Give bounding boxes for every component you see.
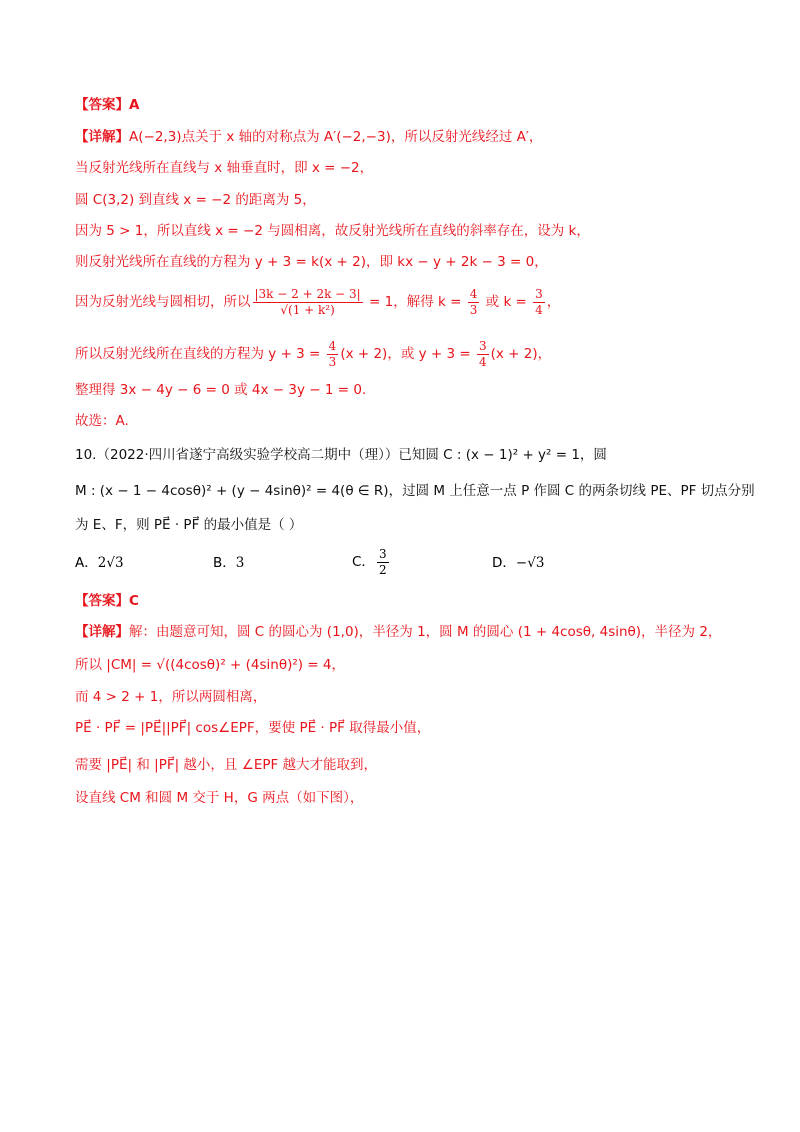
q10-number: 10. (75, 447, 97, 463)
or-k: 或 k = (481, 294, 532, 310)
eq-prefix: 所以反射光线所在直线的方程为 y + 3 = (75, 346, 325, 362)
tangent-fraction (253, 287, 363, 318)
q10-detail-line-1 (75, 622, 721, 642)
k2-num: 3 (535, 286, 543, 301)
option-c-num: 3 (378, 546, 387, 561)
q10-text-5: 需要 |PE⃗| 和 |PF⃗| 越小，且 ∠EPF 越大才能取到， (75, 757, 378, 773)
tangent-denominator: √(1 + k²) (280, 302, 335, 317)
answer-tag: 【答案】 (75, 593, 129, 609)
q10-answer-line (75, 591, 139, 611)
q10-text-1: 解：由题意可知，圆 C 的圆心为 (1,0)，半径为 1，圆 M 的圆心 (1 + 4cosθ, 4sinθ)，半径为 2， (129, 624, 722, 640)
eq-end: (x + 2)， (490, 346, 552, 362)
option-d-value: −√3 (515, 555, 545, 571)
option-b-value: 3 (235, 555, 245, 571)
option-d (492, 553, 544, 573)
k2-den: 4 (535, 302, 543, 317)
option-c-label: C． (352, 554, 375, 570)
q9-tangent-line: 因为反射光线与圆相切，所以 $\frac{|3k - 2 + 2k - 3|}{\text{√(1 + k²)}}$ = 1，解得 k = $\frac{4}{3}$ 或 k = $\frac{3}{4}$ ， (75, 286, 561, 317)
slope-fraction-2 (477, 339, 489, 370)
s2-num: 3 (478, 338, 487, 353)
q10-stem-line-2: M : (x − 1 − 4cosθ)² + (y − 4sinθ)² = 4(θ ∈ R)，过圆 M 上任意一点 P 作圆 C 的两条切线 PE、PF 切点分别 (75, 483, 755, 499)
q9-text-5: 则反射光线所在直线的方程为 y + 3 = k(x + 2)，即 kx − y + 2k − 3 = 0， (75, 254, 548, 270)
q10-text-4: PE⃗ · PF⃗ = |PE⃗||PF⃗| cos∠EPF，要使 PE⃗ · PF⃗ 取得最小值， (75, 720, 431, 736)
detail-tag: 【详解】 (75, 129, 129, 145)
q10-source: （2022·四川省遂宁高级实验学校高二期中（理））已知圆 C : (x − 1)² + y² = 1，圆 (96, 447, 607, 463)
q9-text-2: 当反射光线所在直线与 x 轴垂直时，即 x = −2， (75, 160, 374, 176)
q9-text-1: A(−2,3)点关于 x 轴的对称点为 A′(−2,−3)，所以反射光线经过 A′， (129, 129, 543, 145)
option-b (213, 553, 244, 573)
q10-stem-line-3: 为 E、F，则 PE⃗ · PF⃗ 的最小值是（ ） (75, 517, 303, 533)
k1-den: 3 (469, 302, 478, 317)
q10-text-6: 设直线 CM 和圆 M 交于 H，G 两点（如下图）， (75, 790, 364, 806)
q9-final: 整理得 3x − 4y − 6 = 0 或 4x − 3y − 1 = 0. (75, 382, 367, 398)
option-d-label: D． (492, 555, 516, 571)
q10-text-2: 所以 |CM| = √((4cosθ)² + (4sinθ)²) = 4， (75, 657, 346, 673)
q9-text-3: 圆 C(3,2) 到直线 x = −2 的距离为 5， (75, 192, 316, 208)
s1-num: 4 (328, 338, 337, 353)
q9-text-4: 因为 5 > 1，所以直线 x = −2 与圆相离，故反射光线所在直线的斜率存在，设为 k， (75, 223, 590, 239)
eq-mid: (x + 2)，或 y + 3 = (340, 346, 475, 362)
q9-detail-line-1 (75, 127, 542, 147)
k-fraction-1 (468, 287, 480, 318)
q9-choice: 故选：A. (75, 413, 129, 429)
s1-den: 3 (328, 354, 337, 369)
q10-stem-line-1 (75, 445, 607, 465)
q9-answer-line (75, 95, 139, 115)
q10-text-3: 而 4 > 2 + 1，所以两圆相离， (75, 689, 267, 705)
tangent-numerator: |3k − 2 + 2k − 3| (254, 286, 361, 301)
option-a (75, 553, 124, 573)
slope-fraction-1 (327, 339, 339, 370)
q9-equation-line (75, 337, 551, 371)
option-a-label: A． (75, 555, 98, 571)
k1-num: 4 (469, 286, 478, 301)
k-fraction-2 (533, 287, 545, 318)
answer-value: A (129, 97, 140, 113)
option-a-value: 2√3 (97, 555, 124, 571)
option-b-label: B． (213, 555, 236, 571)
option-c (352, 545, 391, 579)
option-c-den: 2 (378, 562, 387, 577)
s2-den: 4 (478, 354, 487, 369)
tangent-prefix: 因为反射光线与圆相切，所以 (75, 294, 251, 310)
tangent-eq: = 1，解得 k = (364, 294, 466, 310)
detail-tag: 【详解】 (75, 624, 129, 640)
answer-tag: 【答案】 (75, 97, 129, 113)
answer-value: C (129, 593, 139, 609)
option-c-fraction (377, 547, 389, 578)
